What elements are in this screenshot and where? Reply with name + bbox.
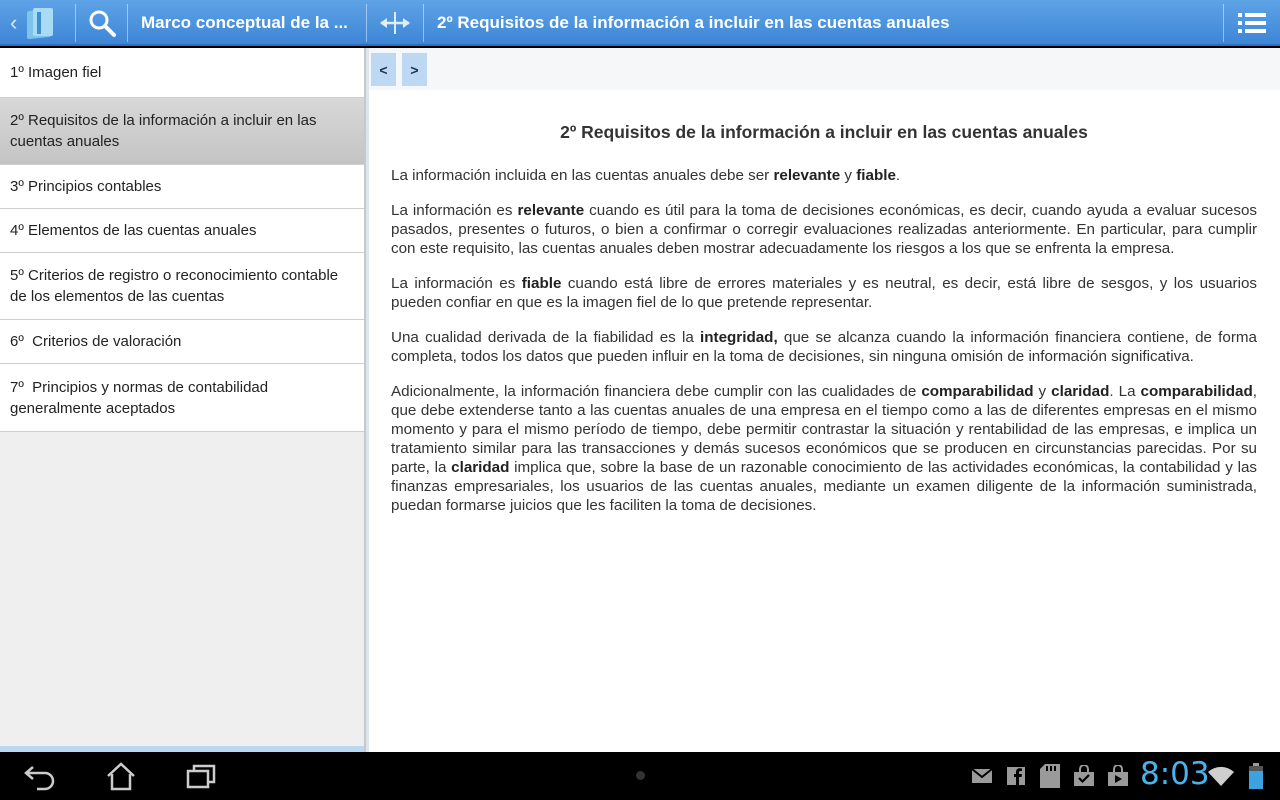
nav-recents-button[interactable]	[184, 760, 218, 792]
bold-text: claridad	[1051, 383, 1110, 400]
bold-text: fiable	[521, 275, 562, 292]
bold-text: relevante	[773, 167, 841, 184]
list-item-label: 4º Elementos de las cuentas anuales	[10, 222, 257, 239]
article-heading: 2º Requisitos de la información a incluir en las cuentas anuales	[560, 122, 1088, 142]
nav-back-button[interactable]	[22, 760, 58, 792]
status-clock[interactable]: 8:03	[1140, 756, 1210, 792]
text: y	[1033, 383, 1052, 400]
list-item-label: 6º Criterios de valoración	[10, 333, 182, 350]
text: La información incluida en las cuentas anuales debe ser	[391, 167, 774, 184]
bold-text: integridad,	[700, 329, 778, 346]
gmail-notification[interactable]	[970, 760, 994, 792]
list-item-label: 1º Imagen fiel	[10, 64, 102, 81]
facebook-icon	[1007, 767, 1025, 785]
text: cuando está libre de errores materiales y es neutral, es decir, está libre de sesgos, y los usuarios pueden confiar en que es la imagen fiel de lo que pretende representar.	[391, 275, 1257, 311]
battery-status	[1246, 760, 1266, 792]
facebook-notification[interactable]	[1006, 760, 1026, 792]
menu-button[interactable]	[1224, 0, 1280, 46]
battery-icon	[1249, 763, 1263, 789]
paragraph-3	[391, 274, 1257, 312]
paragraph-2	[391, 201, 1257, 258]
home-indicator-dot	[636, 771, 645, 780]
text: , que debe extenderse tanto a las cuentas anuales de una empresa en el tiempo como a las de diferentes empresas en el mismo momento y para el mismo período de tiempo, debe permitir contrastar la situación y rentabilidad de las empresas, e implica un tratamiento similar para las transacciones y demás sucesos económicos que se producen en circunstancias parecidas. Por su parte, la	[391, 383, 1257, 476]
wifi-status	[1206, 760, 1236, 792]
text: que se alcanza cuando la información financiera contiene, de forma completa, todos los datos que pueden influir en la toma de decisiones, sin ninguna omisión de información significativa.	[391, 329, 1258, 365]
list-item-label: 7º Principios y normas de contabilidad generalmente aceptados	[10, 378, 273, 417]
sd-card-icon	[1039, 763, 1061, 789]
list-item[interactable]	[0, 364, 364, 432]
resize-icon	[378, 9, 412, 37]
topics-list	[0, 48, 366, 752]
list-item[interactable]	[0, 253, 364, 320]
page-title: 2º Requisitos de la información a incluir en las cuentas anuales	[437, 13, 950, 32]
paragraph-1	[391, 166, 1257, 185]
next-button[interactable]: >	[402, 53, 427, 86]
text: Adicionalmente, la información financiera debe cumplir con las cualidades de	[391, 383, 922, 400]
text: y	[840, 167, 857, 184]
action-bar	[0, 0, 1280, 46]
menu-list-icon	[1237, 11, 1267, 35]
left-pane-title: Marco conceptual de la ...	[141, 13, 348, 32]
text: .	[895, 167, 901, 184]
list-item-label: 2º Requisitos de la información a incluir en las cuentas anuales	[10, 112, 317, 150]
gmail-icon	[971, 768, 993, 784]
bold-text: relevante	[517, 202, 585, 219]
search-icon	[87, 8, 117, 38]
bold-text: claridad	[451, 459, 510, 476]
app-home-button[interactable]	[0, 0, 76, 46]
paragraph-5	[391, 382, 1257, 515]
nav-strip	[369, 48, 1280, 90]
shopping-bag-icon	[1073, 765, 1095, 787]
store-notification[interactable]	[1072, 760, 1096, 792]
bold-text: fiable	[856, 167, 896, 184]
search-button[interactable]	[76, 0, 128, 46]
list-item[interactable]	[0, 320, 364, 364]
list-item-label: 3º Principios contables	[10, 178, 162, 195]
nav-recents-icon	[185, 762, 217, 790]
paragraph-4	[391, 328, 1257, 366]
play-store-notification[interactable]	[1106, 760, 1130, 792]
text: implica que, sobre la base de un razonable conocimiento de las actividades económicas, la contabilidad y las finanzas empresariales, los usuarios de las cuentas anuales, mediante un examen diligente de la información suministrada, puedan formarse juicios que les faciliten la toma de decisiones.	[391, 459, 1257, 514]
text: La información es	[391, 202, 518, 219]
app-logo-icon	[23, 6, 57, 40]
nav-home-icon	[105, 761, 137, 791]
text: cuando es útil para la toma de decisiones económicas, es decir, cuando ayuda a evaluar sucesos pasados, presentes o futuros, o bien a confirmar o corregir evaluaciones realizadas anteriormente. En particular, para cumplir con este requisito, las cuentas anuales deben mostrar adecuadamente los riesgos a los que se enfrenta la empresa.	[391, 202, 1257, 257]
resize-pane-button[interactable]	[366, 0, 424, 46]
back-icon: ‹	[10, 10, 18, 35]
sd-card-notification[interactable]	[1038, 760, 1062, 792]
nav-home-button[interactable]	[104, 760, 138, 792]
article	[391, 90, 1257, 531]
list-item[interactable]	[0, 48, 364, 98]
text: . La	[1109, 383, 1141, 400]
bold-text: comparabilidad	[921, 383, 1034, 400]
text: Una cualidad derivada de la fiabilidad es la	[391, 329, 701, 346]
bold-text: comparabilidad	[1140, 383, 1253, 400]
list-item-label: 5º Criterios de registro o reconocimiento contable de los elementos de las cuentas	[10, 267, 339, 305]
list-item[interactable]	[0, 165, 364, 209]
text: La información es	[391, 275, 522, 292]
prev-button[interactable]: <	[371, 53, 396, 86]
content-pane	[366, 48, 1280, 752]
list-item-selected[interactable]	[0, 98, 364, 165]
nav-back-icon	[23, 761, 57, 791]
play-store-icon	[1107, 765, 1129, 787]
wifi-icon	[1207, 765, 1235, 787]
list-item[interactable]	[0, 209, 364, 253]
